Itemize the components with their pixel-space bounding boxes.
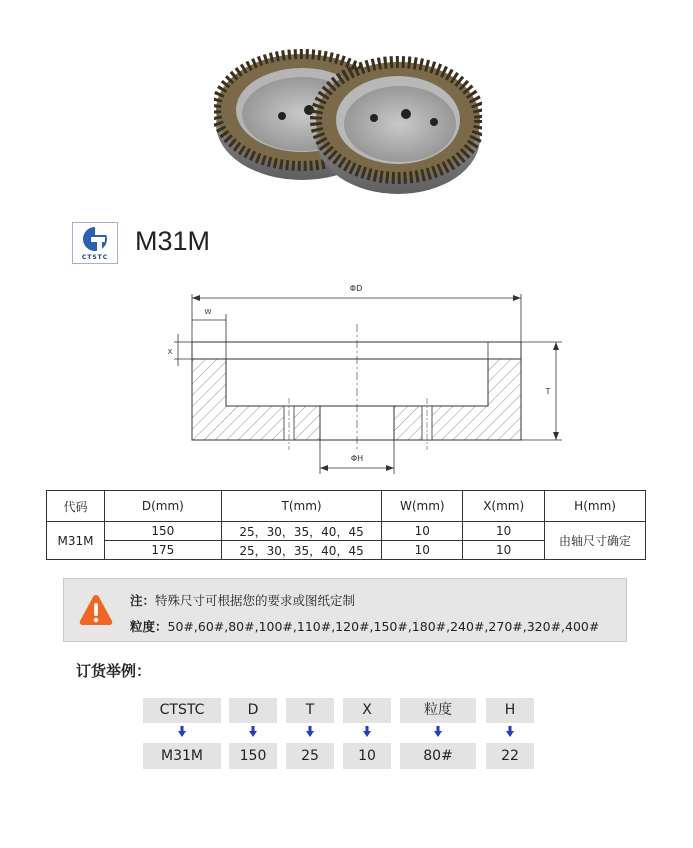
order-value: 22: [486, 743, 534, 769]
cell-W: 10: [382, 522, 463, 541]
order-value: 10: [343, 743, 391, 769]
col-header-W: W(mm): [382, 491, 463, 522]
note-custom: [130, 591, 355, 609]
cell-H: 由轴尺寸确定: [545, 522, 646, 560]
order-column: [343, 698, 391, 769]
order-column: [143, 698, 221, 769]
arrow-down-icon: [400, 723, 476, 743]
label-X: X: [167, 348, 173, 356]
order-key: CTSTC: [143, 698, 221, 723]
order-column: [400, 698, 476, 769]
model-title: M31M: [135, 226, 211, 256]
col-header-D: D(mm): [104, 491, 221, 522]
table-row: [47, 522, 646, 541]
cell-X: 10: [463, 541, 545, 560]
order-key: D: [229, 698, 277, 723]
arrow-down-icon: [286, 723, 334, 743]
label-T: T: [545, 387, 551, 396]
note-box: [63, 578, 627, 642]
right-wheel: [316, 62, 480, 194]
order-key: X: [343, 698, 391, 723]
arrow-down-icon: [143, 723, 221, 743]
order-value: 80#: [400, 743, 476, 769]
cell-D: 150: [104, 522, 221, 541]
arrow-down-icon: [343, 723, 391, 743]
table-header-row: [47, 491, 646, 522]
arrow-down-icon: [486, 723, 534, 743]
product-photo: [214, 38, 482, 198]
grit-values: 50#,60#,80#,100#,110#,120#,150#,180#,240#,270#,320#,400#: [167, 619, 600, 634]
cell-code: M31M: [47, 522, 105, 560]
col-header-X: X(mm): [463, 491, 545, 522]
order-title: 订货举例：: [76, 662, 152, 680]
company-logo: [72, 222, 118, 264]
order-value: 25: [286, 743, 334, 769]
cell-T: 25，30，35，40，45: [221, 541, 382, 560]
col-header-code: 代码: [47, 491, 105, 522]
order-key: T: [286, 698, 334, 723]
warning-icon: [78, 593, 114, 627]
arrow-down-icon: [229, 723, 277, 743]
cell-W: 10: [382, 541, 463, 560]
col-header-T: T(mm): [221, 491, 382, 522]
technical-drawing: [160, 280, 580, 480]
order-column: [486, 698, 534, 769]
note-grit: [130, 617, 599, 635]
label-D: ΦD: [349, 284, 363, 293]
label-W: W: [204, 308, 212, 316]
cell-X: 10: [463, 522, 545, 541]
order-key: H: [486, 698, 534, 723]
order-column: [286, 698, 334, 769]
col-header-H: H(mm): [545, 491, 646, 522]
label-H: ΦH: [350, 454, 364, 463]
note-label: 注：: [130, 593, 156, 608]
logo-text: CTSTC: [81, 254, 109, 261]
cell-D: 175: [104, 541, 221, 560]
spec-table: [46, 490, 646, 560]
order-column: [229, 698, 277, 769]
logo-mark-icon: [73, 223, 117, 255]
cell-T: 25，30，35，40，45: [221, 522, 382, 541]
order-value: 150: [229, 743, 277, 769]
note-text: 特殊尺寸可根据您的要求或图纸定制: [155, 593, 356, 608]
order-key: 粒度: [400, 698, 476, 723]
grit-label: 粒度：: [130, 619, 168, 634]
order-value: M31M: [143, 743, 221, 769]
